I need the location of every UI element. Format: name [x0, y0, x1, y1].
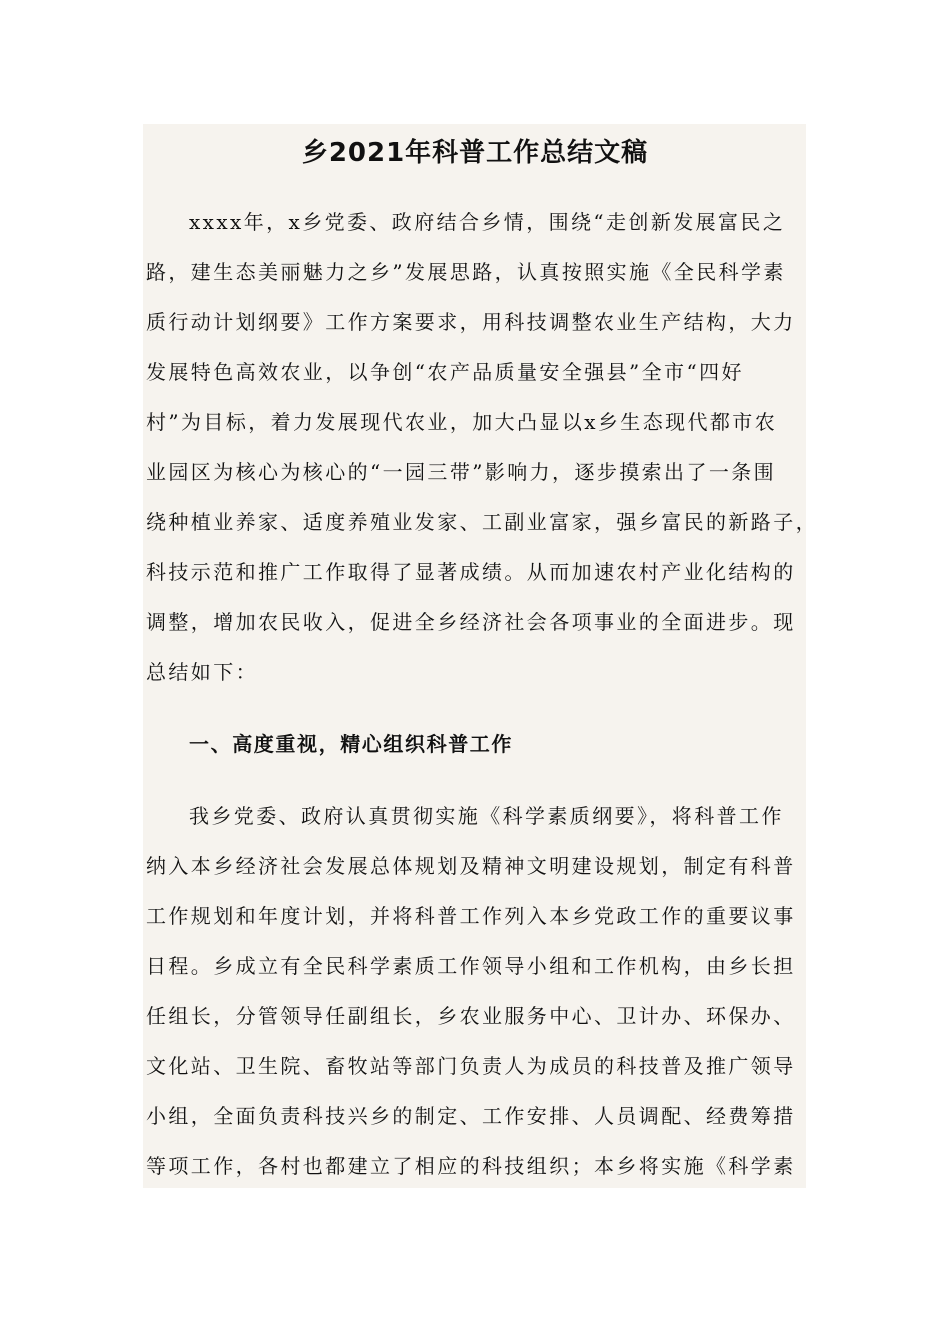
- paragraph-1-line: 质行动计划纲要》工作方案要求，用科技调整农业生产结构，大力: [146, 310, 796, 334]
- document-title: 乡2021年科普工作总结文稿: [301, 138, 649, 168]
- paragraph-1-line: xxxx年，x乡党委、政府结合乡情，围绕“走创新发展富民之: [189, 210, 786, 234]
- paragraph-2-line: 日程。乡成立有全民科学素质工作领导小组和工作机构，由乡长担: [146, 954, 796, 978]
- paragraph-2-line: 小组，全面负责科技兴乡的制定、工作安排、人员调配、经费筹措: [146, 1104, 796, 1128]
- paragraph-1-line: 业园区为核心为核心的“一园三带”影响力，逐步摸索出了一条围: [146, 460, 777, 484]
- paragraph-1-line: 村”为目标，着力发展现代农业，加大凸显以x乡生态现代都市农: [146, 410, 778, 434]
- paragraph-2-line: 我乡党委、政府认真贯彻实施《科学素质纲要》，将科普工作: [189, 804, 784, 828]
- paragraph-1-line: 科技示范和推广工作取得了显著成绩。从而加速农村产业化结构的: [146, 560, 796, 584]
- paragraph-1-line: 调整，增加农民收入，促进全乡经济社会各项事业的全面进步。现: [146, 610, 796, 634]
- paragraph-2-line: 纳入本乡经济社会发展总体规划及精神文明建设规划，制定有科普: [146, 854, 796, 878]
- section-heading: 一、高度重视，精心组织科普工作: [189, 732, 513, 756]
- paragraph-1-line: 绕种植业养家、适度养殖业发家、工副业富家，强乡富民的新路子，: [146, 510, 818, 534]
- paragraph-2-line: 文化站、卫生院、畜牧站等部门负责人为成员的科技普及推广领导: [146, 1054, 796, 1078]
- paragraph-2-line: 任组长，分管领导任副组长，乡农业服务中心、卫计办、环保办、: [146, 1004, 796, 1028]
- paragraph-1-line: 路，建生态美丽魅力之乡”发展思路，认真按照实施《全民科学素: [146, 260, 786, 284]
- paragraph-2-line: 等项工作，各村也都建立了相应的科技组织；本乡将实施《科学素: [146, 1154, 796, 1178]
- paragraph-1-line: 总结如下：: [146, 660, 258, 684]
- paragraph-1-line: 发展特色高效农业，以争创“农产品质量安全强县”全市“四好: [146, 360, 744, 384]
- paragraph-2-line: 工作规划和年度计划，并将科普工作列入本乡党政工作的重要议事: [146, 904, 796, 928]
